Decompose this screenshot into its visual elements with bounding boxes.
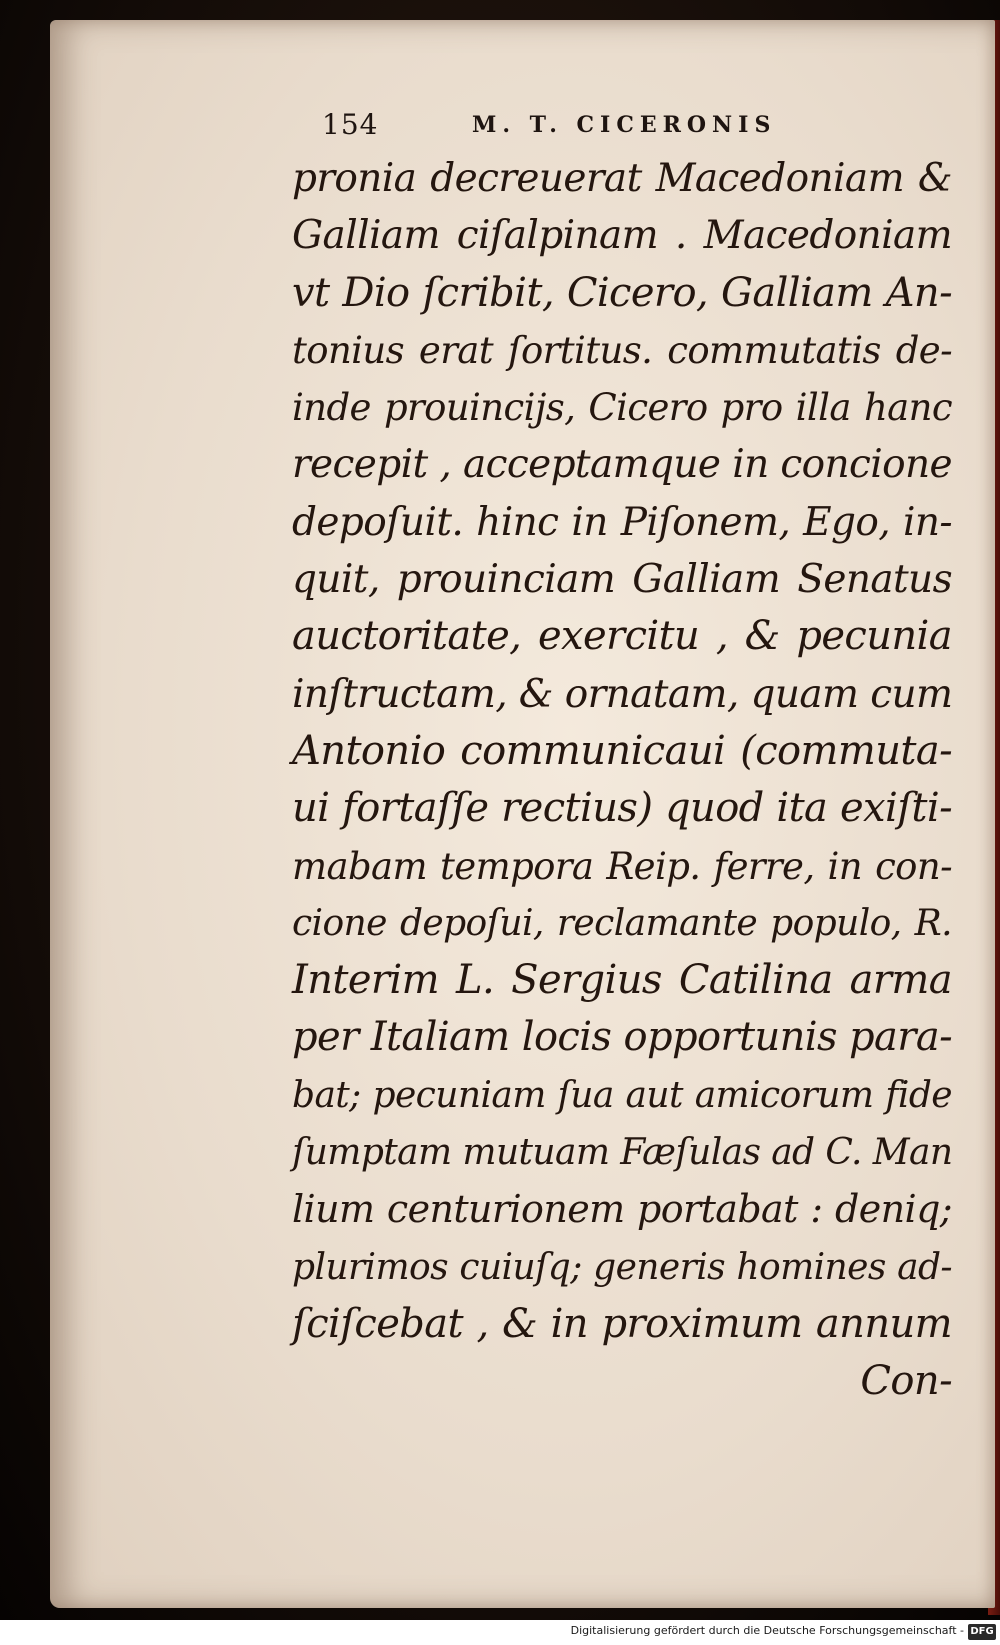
text-line: tonius erat ſortitus. commutatis de- — [292, 328, 952, 372]
text-line: per Italiam locis opportunis para- — [292, 1014, 952, 1061]
text-line: plurimos cuiuſq; generis homines ad- — [292, 1246, 952, 1288]
text-line: pronia decreuerat Macedoniam & — [292, 156, 952, 201]
page-header — [322, 108, 822, 148]
footer-credit: Digitalisierung gefördert durch die Deutsche Forschungsgemeinschaft - — [570, 1624, 964, 1637]
text-line: quit, prouinciam Galliam Senatus — [292, 557, 952, 603]
text-line: mabam tempora Reip. ferre, in con- — [292, 844, 952, 888]
text-line: Antonio communicaui (commuta- — [292, 727, 952, 774]
text-line: Galliam ciſalpinam . Macedoniam — [292, 213, 952, 259]
text-line: vt Dio ſcribit, Cicero, Galliam An- — [292, 269, 952, 316]
dfg-logo: DFG — [968, 1624, 996, 1640]
text-line: lium centurionem portabat : deniq; — [292, 1187, 952, 1232]
text-line: ui fortaſſe rectius) quod ita exiſti- — [292, 785, 952, 832]
text-line: recepit , acceptamque in concione — [292, 442, 953, 488]
page-number: 154 — [322, 108, 379, 141]
running-title: M. T. CICERONIS — [472, 112, 777, 138]
footer-bar — [0, 1620, 1000, 1645]
text-line: inde prouincijs, Cicero pro illa hanc — [292, 386, 952, 430]
text-line: Interim L. Sergius Catilina arma — [292, 957, 952, 1004]
text-line: bat; pecuniam ſua aut amicorum fide — [292, 1074, 952, 1116]
text-line: depoſuit. hinc in Piſonem, Ego, in- — [292, 499, 952, 545]
body-text — [292, 150, 952, 1411]
catchword: Con- — [860, 1358, 952, 1405]
text-line: ſciſcebat , & in proximum annum — [292, 1300, 952, 1347]
text-line: cione depoſui, reclamante populo, R. — [292, 902, 952, 944]
text-line: inſtructam, & ornatam, quam cum — [292, 671, 953, 717]
text-line: auctoritate, exercitu , & pecunia — [292, 613, 952, 660]
text-line: ſumptam mutuam Fæſulas ad C. Man — [292, 1132, 953, 1174]
